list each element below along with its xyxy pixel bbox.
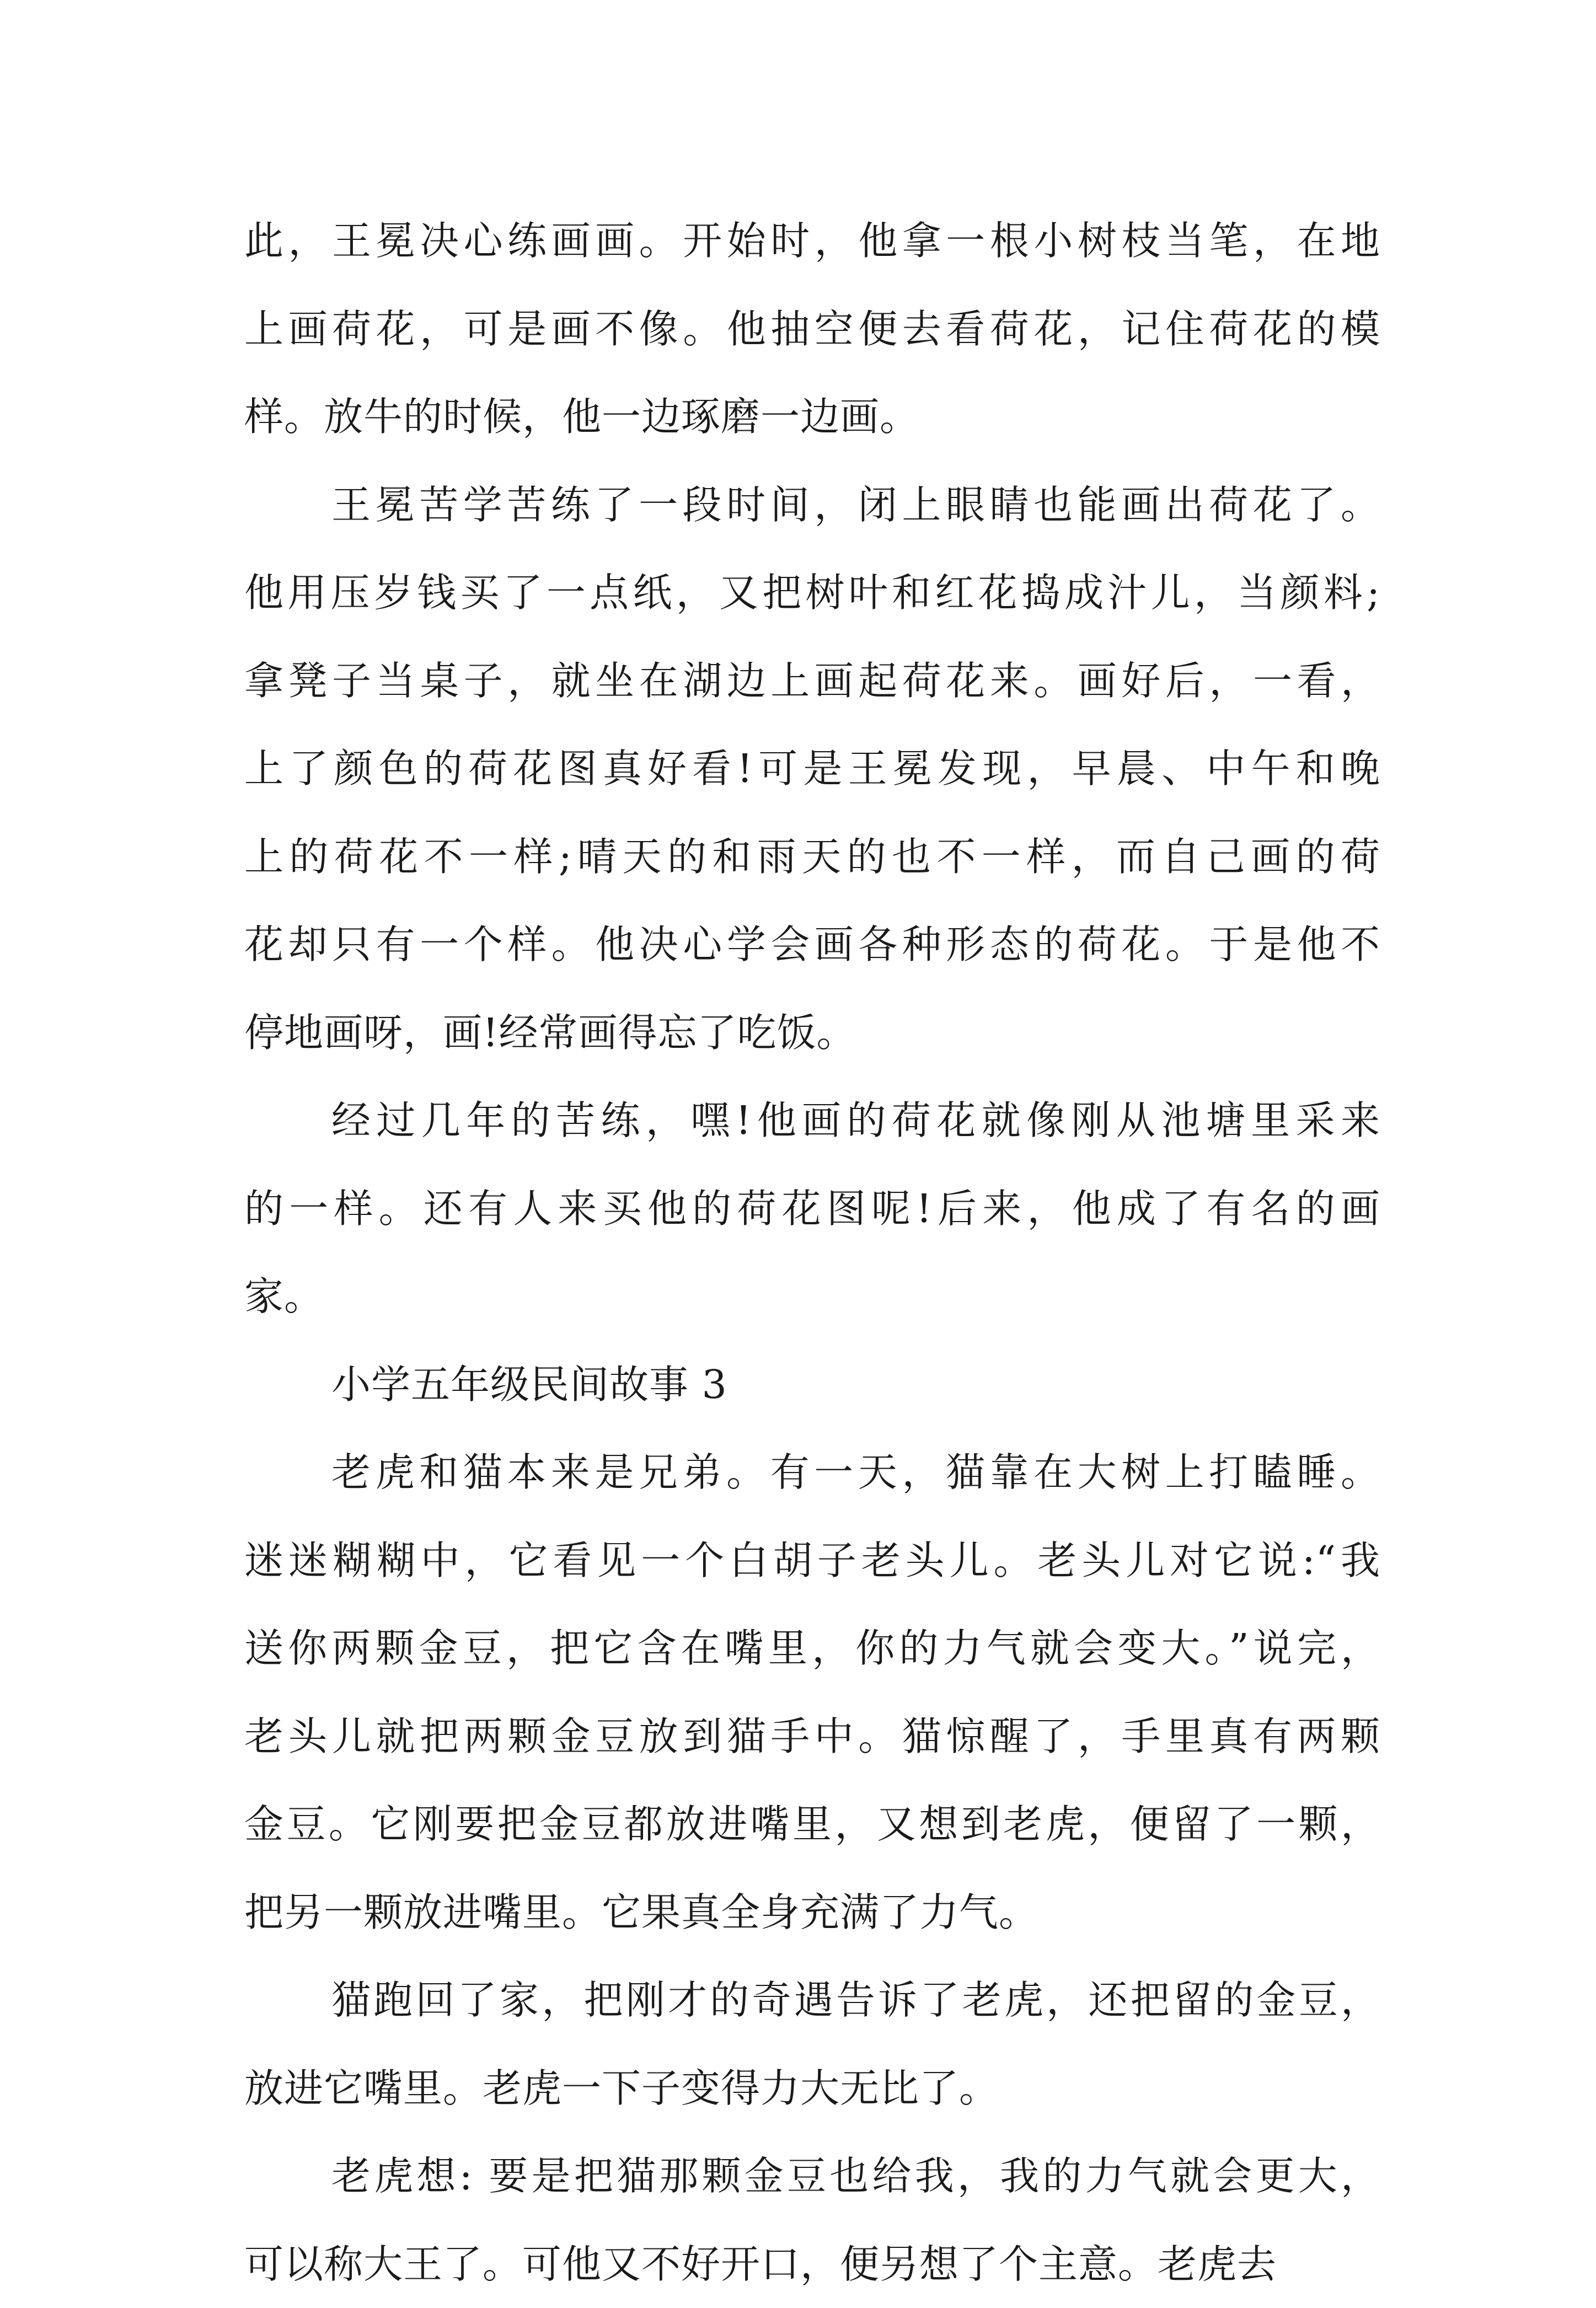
paragraph xyxy=(244,197,1380,461)
text-line: 老虎和猫本来是兄弟。有一天，猫靠在大树上打瞌睡。 xyxy=(244,1428,1380,1517)
text-line: 送你两颗金豆，把它含在嘴里，你的力气就会变大。”说完， xyxy=(244,1604,1380,1693)
text-line: 样。放牛的时候，他一边琢磨一边画。 xyxy=(244,373,1380,461)
paragraph xyxy=(244,1077,1380,1341)
text-line: 家。 xyxy=(244,1252,1380,1341)
text-line: 的一样。还有人来买他的荷花图呢!后来，他成了有名的画 xyxy=(244,1165,1380,1253)
text-line: 经过几年的苦练，嘿!他画的荷花就像刚从池塘里采来 xyxy=(244,1077,1380,1165)
section-heading xyxy=(244,1341,1380,1429)
text-line: 花却只有一个样。他决心学会画各种形态的荷花。于是他不 xyxy=(244,901,1380,989)
text-line: 老头儿就把两颗金豆放到猫手中。猫惊醒了，手里真有两颗 xyxy=(244,1693,1380,1781)
text-line: 把另一颗放进嘴里。它果真全身充满了力气。 xyxy=(244,1868,1380,1957)
paragraph xyxy=(244,461,1380,1077)
text-line: 上了颜色的荷花图真好看!可是王冕发现，早晨、中午和晚 xyxy=(244,725,1380,813)
text-line: 小学五年级民间故事 3 xyxy=(244,1341,1380,1429)
text-line: 放进它嘴里。老虎一下子变得力大无比了。 xyxy=(244,2044,1380,2133)
text-line: 停地画呀，画!经常画得忘了吃饭。 xyxy=(244,989,1380,1077)
paragraph xyxy=(244,1956,1380,2132)
text-line: 可以称大王了。可他又不好开口，便另想了个主意。老虎去 xyxy=(244,2220,1380,2308)
text-line: 他用压岁钱买了一点纸，又把树叶和红花捣成汁儿，当颜料; xyxy=(244,549,1380,637)
paragraph xyxy=(244,2132,1380,2308)
text-line: 金豆。它刚要把金豆都放进嘴里，又想到老虎，便留了一颗， xyxy=(244,1780,1380,1868)
text-line: 拿凳子当桌子，就坐在湖边上画起荷花来。画好后，一看， xyxy=(244,637,1380,725)
text-line: 迷迷糊糊中，它看见一个白胡子老头儿。老头儿对它说:“我 xyxy=(244,1517,1380,1605)
text-line: 猫跑回了家，把刚才的奇遇告诉了老虎，还把留的金豆， xyxy=(244,1956,1380,2044)
text-line: 上画荷花，可是画不像。他抽空便去看荷花，记住荷花的模 xyxy=(244,285,1380,373)
text-line: 此，王冕决心练画画。开始时，他拿一根小树枝当笔，在地 xyxy=(244,197,1380,285)
text-line: 上的荷花不一样;晴天的和雨天的也不一样，而自己画的荷 xyxy=(244,813,1380,901)
paragraph xyxy=(244,1428,1380,1956)
text-line: 老虎想: 要是把猫那颗金豆也给我，我的力气就会更大， xyxy=(244,2132,1380,2220)
story-text xyxy=(244,197,1380,2308)
text-line: 王冕苦学苦练了一段时间，闭上眼睛也能画出荷花了。 xyxy=(244,461,1380,549)
